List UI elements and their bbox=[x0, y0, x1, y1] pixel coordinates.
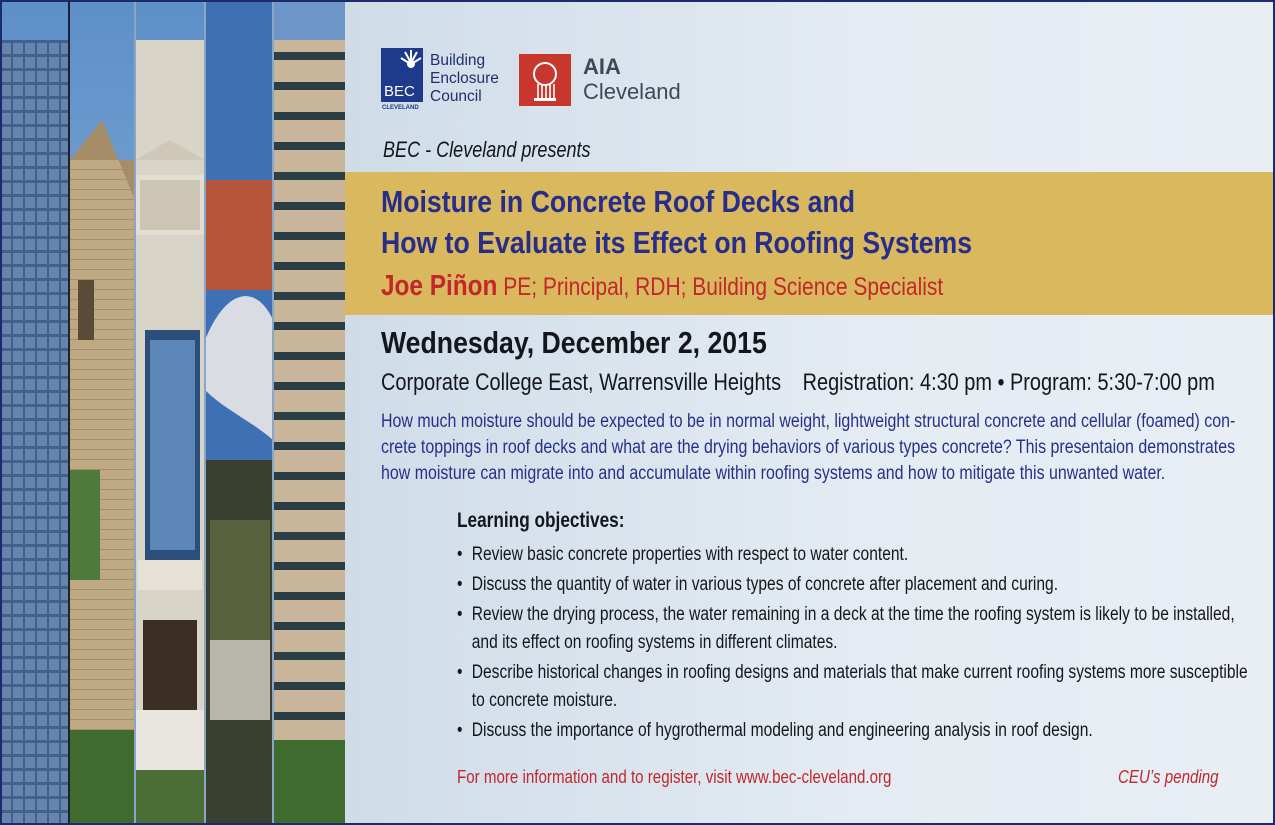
bullet-icon: • bbox=[457, 544, 463, 565]
objective-text: Discuss the quantity of water in various types of concrete after placement and curing. bbox=[471, 574, 1059, 595]
objective-item bbox=[457, 571, 1248, 599]
title-line-2: How to Evaluate its Effect on Roofing Systems bbox=[381, 225, 973, 260]
description-paragraph bbox=[381, 409, 1255, 487]
speaker-name: Joe Piñon bbox=[381, 270, 498, 302]
objective-text-continued: and its effect on roofing systems in different climates. bbox=[471, 632, 838, 653]
objective-item bbox=[457, 717, 1248, 745]
bec-line-1: Building bbox=[430, 52, 486, 69]
presents-line: BEC - Cleveland presents bbox=[383, 137, 591, 162]
flyer-content bbox=[345, 0, 1275, 825]
objective-text: Describe historical changes in roofing designs and materials that make current roofing systems more susceptible bbox=[471, 662, 1248, 683]
objective-text: Review basic concrete properties with respect to water content. bbox=[471, 544, 909, 565]
bullet-icon: • bbox=[457, 662, 463, 683]
speaker-credentials: PE; Principal, RDH; Building Science Specialist bbox=[497, 273, 944, 301]
objective-text: Review the drying process, the water remaining in a deck at the time the roofing system is likely to be installed, bbox=[471, 604, 1235, 625]
objective-item bbox=[457, 659, 1248, 715]
event-location-line bbox=[381, 369, 1215, 397]
learning-objectives bbox=[457, 509, 1275, 747]
event-location: Corporate College East, Warrensville Heights bbox=[381, 369, 782, 396]
title-line-1: Moisture in Concrete Roof Decks and bbox=[381, 184, 856, 219]
description-line: how moisture can migrate into and accumulate within roofing systems and how to mitigate this unwanted water. bbox=[381, 463, 1166, 484]
event-times: Registration: 4:30 pm • Program: 5:30-7:00 pm bbox=[802, 369, 1215, 396]
description-line: crete toppings in roof decks and what are the drying behaviors of various types concrete? This presentaion demonstrates bbox=[381, 437, 1236, 458]
aia-logo-icon bbox=[519, 54, 571, 106]
objective-item bbox=[457, 541, 1248, 569]
bullet-icon: • bbox=[457, 720, 463, 741]
bec-line-3: Council bbox=[430, 88, 482, 105]
bullet-icon: • bbox=[457, 604, 463, 625]
registration-info-link[interactable]: For more information and to register, visit www.bec-cleveland.org bbox=[457, 767, 892, 787]
aia-wordmark bbox=[583, 54, 681, 104]
objectives-list bbox=[457, 541, 1275, 745]
bec-wordmark bbox=[430, 52, 499, 106]
ceu-pending-note: CEU’s pending bbox=[1118, 767, 1219, 787]
objective-text-continued: to concrete moisture. bbox=[471, 690, 618, 711]
bec-line-2: Enclosure bbox=[430, 70, 499, 87]
aia-line-1: AIA bbox=[582, 54, 621, 79]
objective-item bbox=[457, 601, 1248, 657]
bec-logo-mark bbox=[381, 48, 423, 110]
description-line: How much moisture should be expected to be in normal weight, lightweight structural concrete and cellular (foamed) con- bbox=[381, 411, 1236, 432]
bec-mark-text: BEC bbox=[384, 83, 415, 100]
logos-row bbox=[381, 48, 681, 110]
event-date: Wednesday, December 2, 2015 bbox=[381, 325, 767, 360]
objective-text: Discuss the importance of hygrothermal modeling and engineering analysis in roof design. bbox=[471, 720, 1093, 741]
speaker-line bbox=[381, 270, 943, 303]
bullet-icon: • bbox=[457, 574, 463, 595]
bec-mark-subtext: CLEVELAND bbox=[382, 105, 419, 110]
title-banner bbox=[345, 172, 1275, 315]
building-collage-image bbox=[0, 0, 345, 825]
objectives-heading: Learning objectives: bbox=[457, 509, 625, 532]
building-photo-collage bbox=[0, 0, 345, 825]
aia-line-2: Cleveland bbox=[582, 79, 681, 104]
